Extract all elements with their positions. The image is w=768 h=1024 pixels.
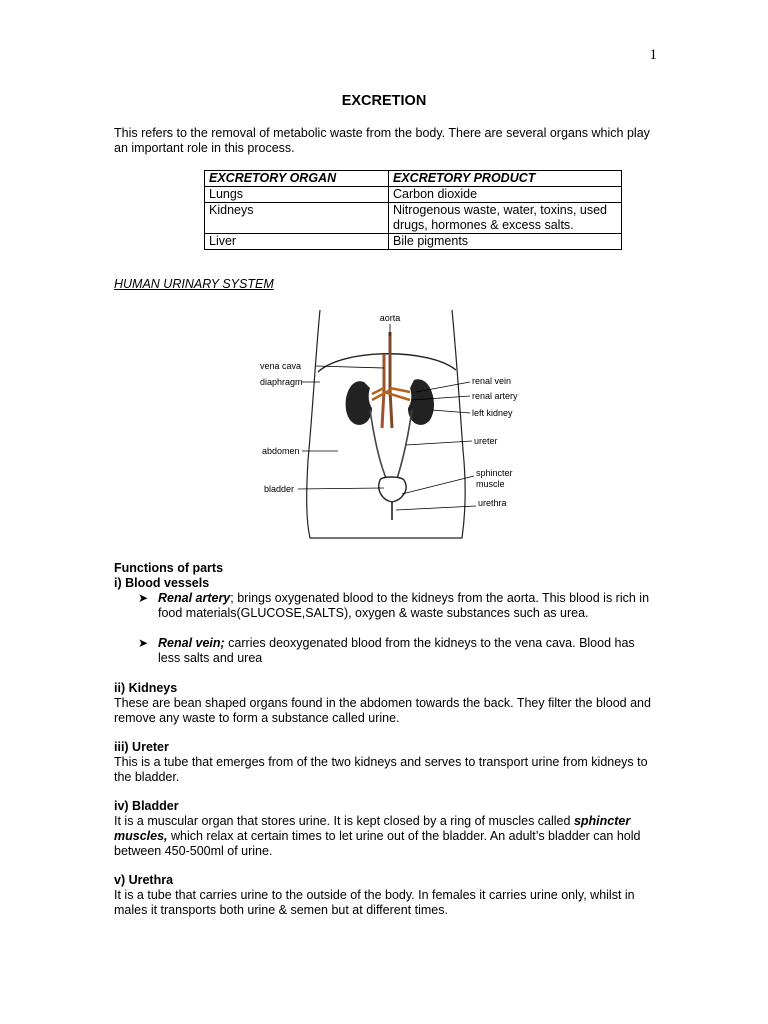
label-ureter: ureter [474, 436, 498, 446]
urethra-heading: v) Urethra [114, 873, 174, 887]
left-kidney-shape [408, 379, 434, 425]
bladder-text-2: which relax at certain times to let urine out of the bladder. An adult’s bladder can hold between 450-500ml of urine. [114, 829, 641, 858]
ureter-left [370, 410, 390, 488]
label-left-kidney: left kidney [472, 408, 513, 418]
table-header-row [205, 171, 622, 187]
blood-vessels-heading: i) Blood vessels [114, 576, 210, 590]
renal-artery-term: Renal artery [158, 591, 231, 605]
label-abdomen: abdomen [262, 446, 300, 456]
cell-product: Carbon dioxide [389, 187, 622, 203]
label-aorta: aorta [379, 313, 401, 323]
body-outline [307, 310, 465, 538]
label-muscle: muscle [476, 479, 505, 489]
ureter-right [394, 410, 412, 488]
header-organ: EXCRETORY ORGAN [205, 171, 389, 187]
label-diaphragm: diaphragm [260, 377, 303, 387]
renal-artery-text: ; brings oxygenated blood to the kidneys from the aorta. This blood is rich in food materials(GLUCOSE,SALTS), oxygen & waste substances such as urea. [158, 591, 650, 620]
label-renal-vein: renal vein [472, 376, 512, 386]
table-row [205, 187, 622, 203]
ureter-text: This is a tube that emerges from of the two kidneys and serves to transport urine from kidneys to the bladder. [114, 755, 648, 784]
diaphragm-line [318, 354, 456, 372]
aorta-vessel [390, 332, 392, 428]
cell-organ: Kidneys [205, 203, 389, 234]
label-bladder: bladder [264, 484, 295, 494]
intro-paragraph: This refers to the removal of metabolic waste from the body. There are several organs which play an important role in this process. [114, 126, 650, 155]
section-title: HUMAN URINARY SYSTEM [114, 277, 274, 291]
label-renal-artery: renal artery [472, 391, 518, 401]
renal-vein-text: carries deoxygenated blood from the kidneys to the vena cava. Blood has less salts and urea [158, 636, 635, 665]
label-vena-cava: vena cava [260, 361, 302, 371]
bladder-text-1: It is a muscular organ that stores urine. It is kept closed by a ring of muscles called [114, 814, 574, 828]
arrow-bullet-icon: ➤ [138, 636, 149, 650]
kidneys-text: These are bean shaped organs found in the abdomen towards the back. They filter the blood and remove any waste to form a substance called urine. [114, 696, 651, 725]
arrow-bullet-icon: ➤ [138, 591, 149, 605]
ureter-heading: iii) Ureter [114, 740, 169, 754]
label-urethra: urethra [478, 498, 507, 508]
table-row [205, 234, 622, 250]
cell-product: Nitrogenous waste, water, toxins, used drugs, hormones & excess salts. [389, 203, 622, 234]
urinary-system-diagram [234, 310, 524, 542]
bladder-heading: iv) Bladder [114, 799, 179, 813]
excretory-table [204, 170, 622, 250]
bladder-paragraph [114, 814, 659, 859]
page-title: EXCRETION [341, 93, 427, 109]
renal-vein-term: Renal vein; [158, 636, 225, 650]
label-sphincter: sphincter [476, 468, 513, 478]
cell-organ: Lungs [205, 187, 389, 203]
urethra-text: It is a tube that carries urine to the outside of the body. In females it carries urine only, whilst in males it transports both urine & semen but at different times. [114, 888, 635, 917]
cell-product: Bile pigments [389, 234, 622, 250]
right-kidney-shape [346, 381, 372, 425]
vena-cava-vessel [382, 354, 384, 428]
page-number: 1 [649, 47, 657, 63]
functions-title: Functions of parts [114, 561, 224, 575]
header-product: EXCRETORY PRODUCT [389, 171, 622, 187]
cell-organ: Liver [205, 234, 389, 250]
sphincter-term: sphincter muscles, [114, 814, 631, 843]
table-row [205, 203, 622, 234]
bladder-shape [379, 477, 406, 502]
kidneys-heading: ii) Kidneys [114, 681, 178, 695]
